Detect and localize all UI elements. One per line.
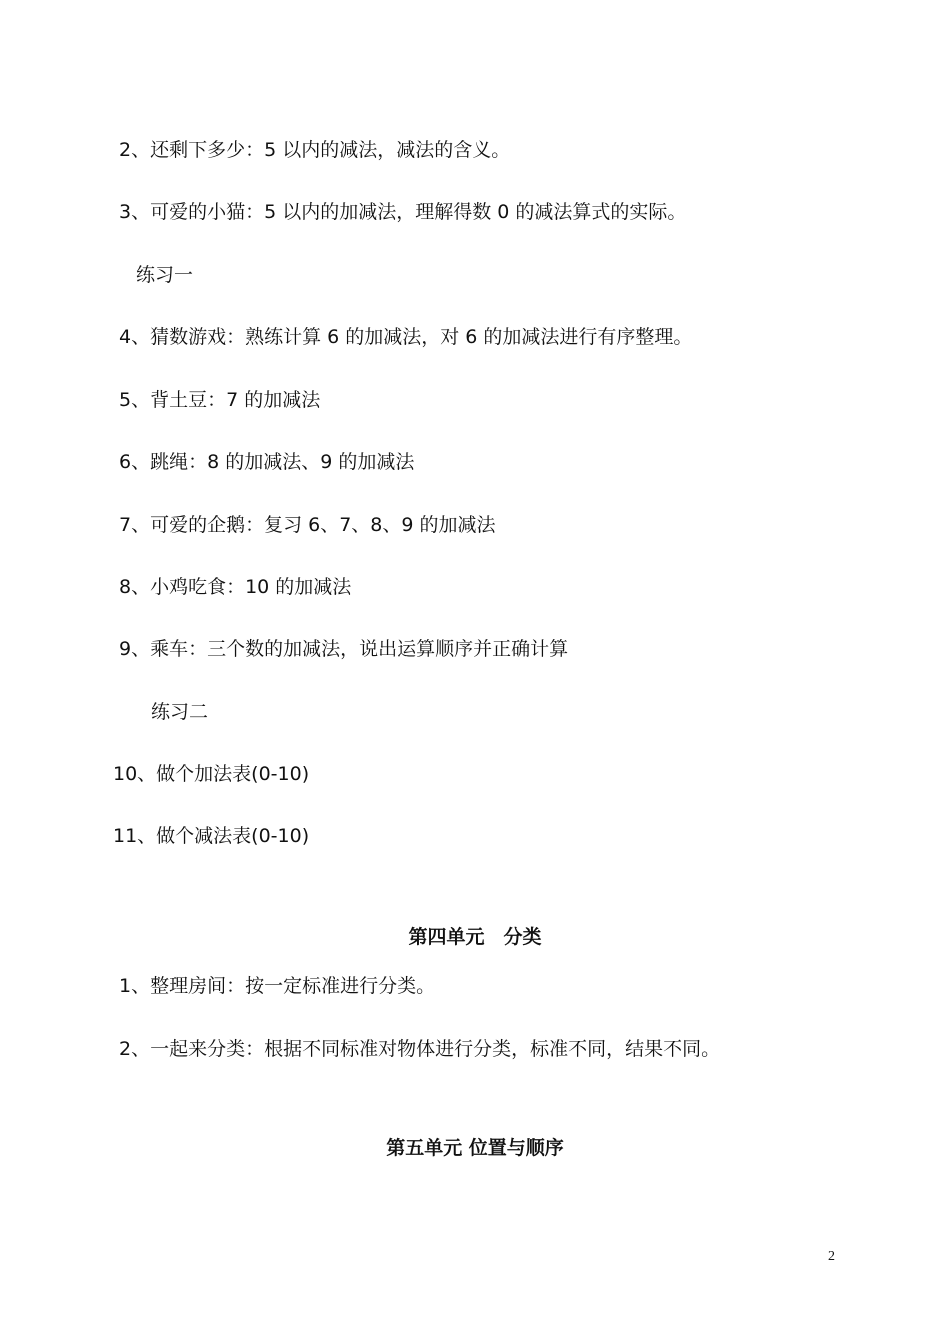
list-item: 6、跳绳：8 的加减法、9 的加减法 (119, 451, 415, 473)
list-item: 9、乘车：三个数的加减法，说出运算顺序并正确计算 (119, 638, 569, 660)
unit4-heading: 第四单元 分类 (408, 926, 542, 948)
exercise-label: 练习一 (136, 264, 194, 286)
exercise-label: 练习二 (151, 701, 209, 723)
list-item: 10、做个加法表(0-10) (113, 763, 310, 785)
list-item: 1、整理房间：按一定标准进行分类。 (119, 975, 436, 997)
list-item: 2、一起来分类：根据不同标准对物体进行分类，标准不同，结果不同。 (119, 1038, 721, 1060)
list-item: 8、小鸡吃食：10 的加减法 (119, 576, 352, 598)
list-item: 3、可爱的小猫：5 以内的加减法，理解得数 0 的减法算式的实际。 (119, 201, 687, 223)
list-item: 7、可爱的企鹅：复习 6、7、8、9 的加减法 (119, 514, 496, 536)
list-item: 4、猜数游戏：熟练计算 6 的加减法，对 6 的加减法进行有序整理。 (119, 326, 693, 348)
list-item: 5、背土豆：7 的加减法 (119, 389, 321, 411)
list-item: 2、还剩下多少：5 以内的减法，减法的含义。 (119, 139, 511, 161)
page-number: 2 (828, 1249, 835, 1264)
list-item: 11、做个减法表(0-10) (113, 825, 310, 847)
unit5-heading: 第五单元 位置与顺序 (386, 1137, 564, 1159)
